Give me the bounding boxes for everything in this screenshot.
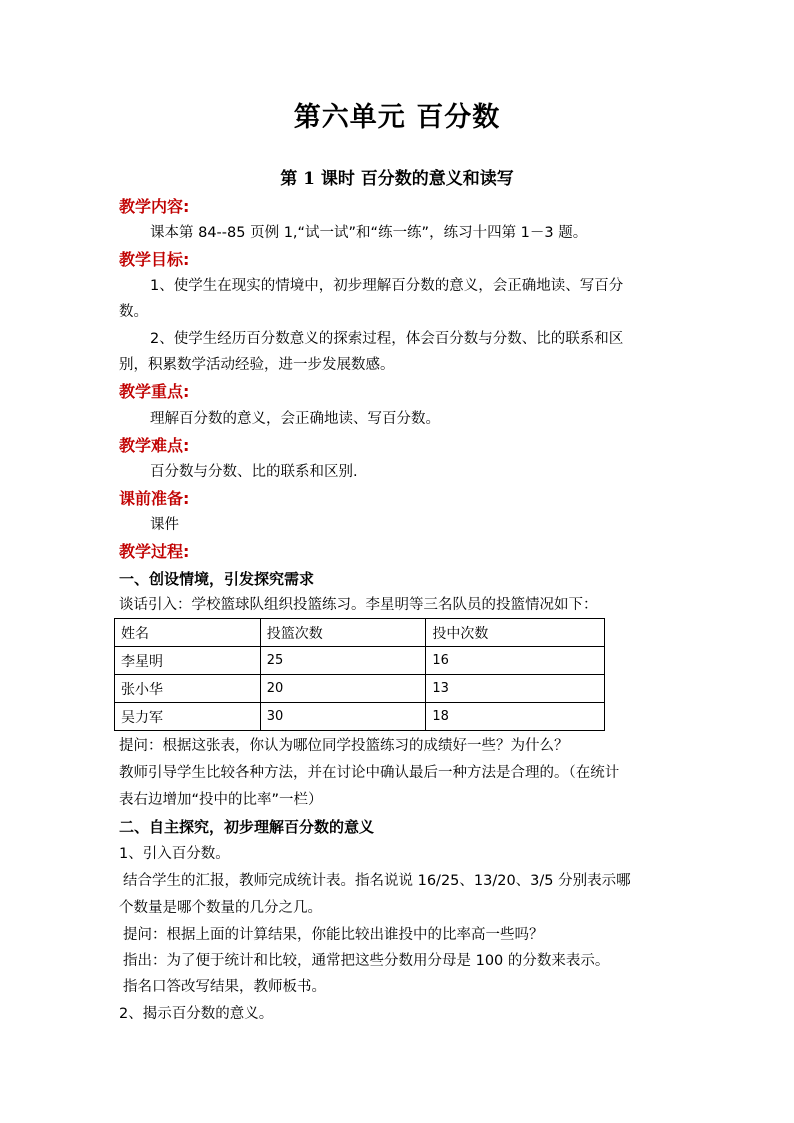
part1-guide-line2: 表右边增加“投中的比率”一栏） [119, 792, 323, 808]
table-cell-name: 张小华 [115, 675, 261, 703]
table-header-cell: 姓名 [115, 619, 261, 647]
difficulty-text: 百分数与分数、比的联系和区别. [150, 464, 358, 480]
table-cell-made: 13 [426, 675, 605, 703]
part1-heading: 一、创设情境，引发探究需求 [119, 570, 315, 588]
shooting-stats-table [114, 618, 605, 731]
table-cell-attempts: 20 [260, 675, 426, 703]
table-header-row [115, 619, 605, 647]
key-heading: 教学重点: [119, 382, 190, 401]
goal2-line2: 别，积累数学活动经验，进一步发展数感。 [119, 357, 395, 373]
table-cell-name: 吴力军 [115, 703, 261, 731]
part2-p1-line1: 结合学生的汇报，教师完成统计表。指名说说 16/25、13/20、3/5 分别表示哪 [123, 873, 631, 889]
process-heading: 教学过程: [119, 542, 190, 561]
part2-heading: 二、自主探究，初步理解百分数的意义 [119, 818, 375, 836]
key-text: 理解百分数的意义，会正确地读、写百分数。 [150, 411, 440, 427]
part2-p1-line2: 个数量是哪个数量的几分之几。 [119, 900, 322, 916]
table-row [115, 647, 605, 675]
table-cell-made: 16 [426, 647, 605, 675]
table-cell-made: 18 [426, 703, 605, 731]
table-header-cell: 投中次数 [426, 619, 605, 647]
goals-heading: 教学目标: [119, 250, 190, 269]
unit-title: 第六单元 百分数 [293, 102, 501, 133]
part2-p2: 提问：根据上面的计算结果，你能比较出谁投中的比率高一些吗？ [123, 927, 544, 943]
table-cell-name: 李星明 [115, 647, 261, 675]
goal1-line2: 数。 [119, 304, 148, 320]
difficulty-heading: 教学难点: [119, 436, 190, 455]
part2-step2: 2、揭示百分数的意义。 [119, 1006, 274, 1022]
goal1-line1: 1、使学生在现实的情境中，初步理解百分数的意义，会正确地读、写百分 [150, 278, 624, 294]
part1-intro: 谈话引入：学校篮球队组织投篮练习。李星明等三名队员的投篮情况如下： [119, 597, 598, 613]
table-row [115, 703, 605, 731]
table-cell-attempts: 25 [260, 647, 426, 675]
content-text: 课本第 84--85 页例 1,“试一试”和“练一练”，练习十四第 1－3 题。 [150, 225, 588, 241]
table-cell-attempts: 30 [260, 703, 426, 731]
part2-p3: 指出：为了便于统计和比较，通常把这些分数用分母是 100 的分数来表示。 [123, 953, 610, 969]
part2-p4: 指名口答改写结果，教师板书。 [123, 979, 326, 995]
part1-guide-line1: 教师引导学生比较各种方法，并在讨论中确认最后一种方法是合理的。（在统计 [119, 765, 620, 781]
goal2-line1: 2、使学生经历百分数意义的探索过程，体会百分数与分数、比的联系和区 [150, 331, 624, 347]
prep-text: 课件 [150, 517, 179, 533]
table-header-cell: 投篮次数 [260, 619, 426, 647]
lesson-title: 第 1 课时 百分数的意义和读写 [280, 169, 514, 189]
part1-question: 提问：根据这张表，你认为哪位同学投篮练习的成绩好一些？为什么？ [119, 738, 569, 754]
part2-step1: 1、引入百分数。 [119, 846, 230, 862]
prep-heading: 课前准备: [119, 489, 190, 508]
content-heading: 教学内容: [119, 197, 190, 216]
table-row [115, 675, 605, 703]
